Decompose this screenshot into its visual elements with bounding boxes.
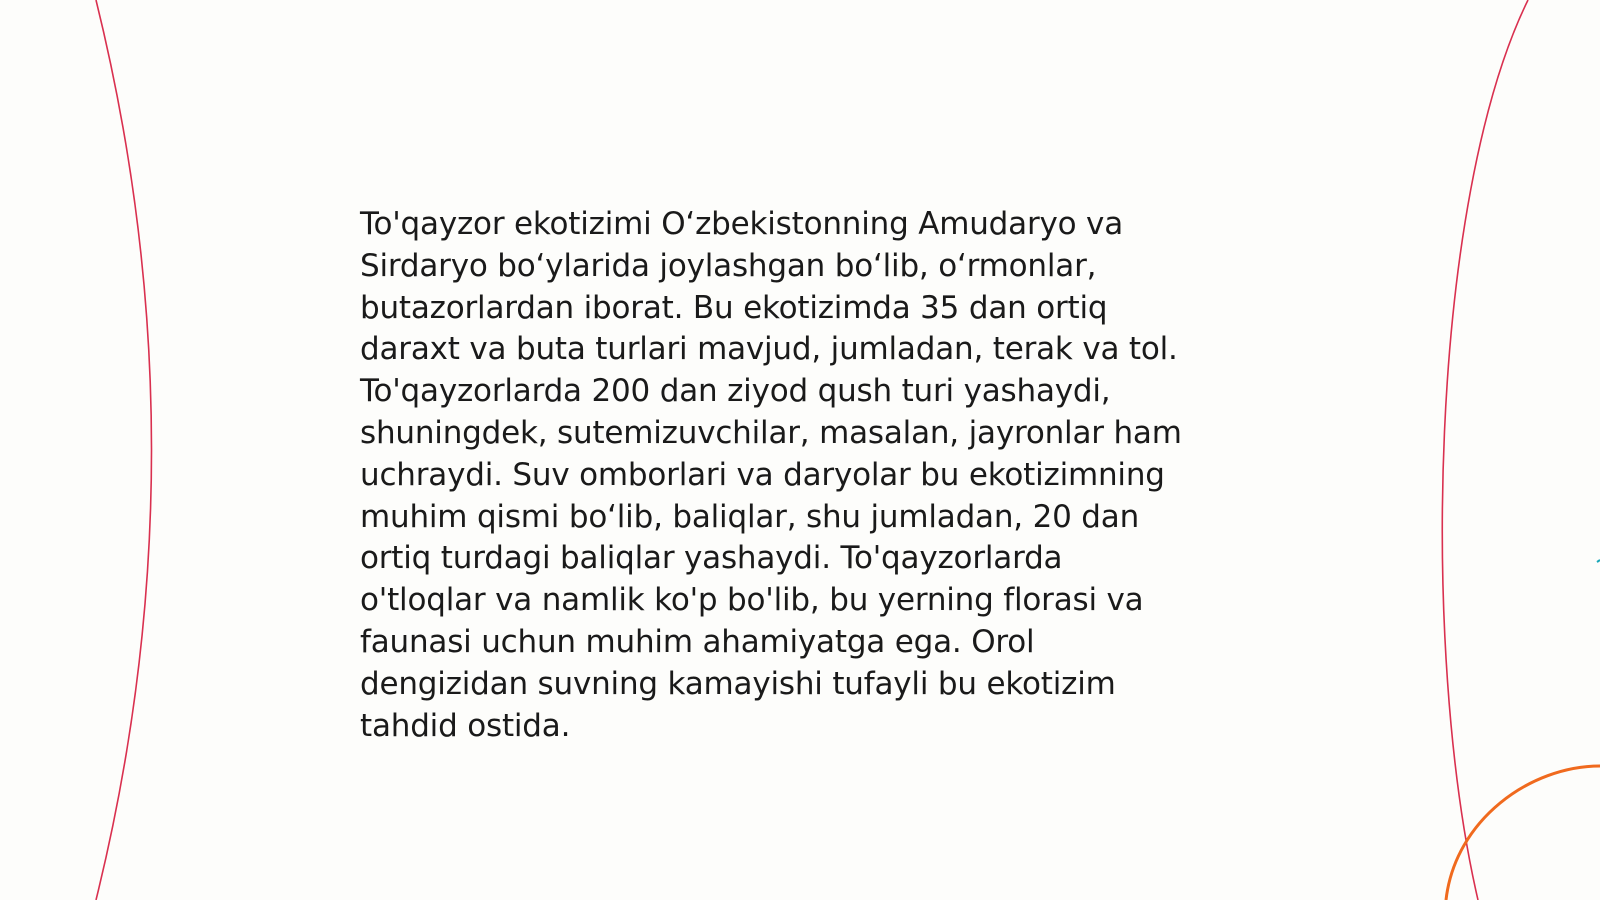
orange-arc [1446, 766, 1600, 900]
slide-body-text: To'qayzor ekotizimi O‘zbekistonning Amudaryo va Sirdaryo bo‘ylarida joylashgan bo‘lib, o‘rmonlar, butazorlardan iborat. Bu ekotizimda 35 dan ortiq daraxt va buta turlari mavjud, jumladan, terak va tol. To'qayzorlarda 200 dan ziyod qush turi yashaydi, shuningdek, sutemizuvchilar, masalan, jayronlar ham uchraydi. Suv omborlari va daryolar bu ekotizimning muhim qismi bo‘lib, baliqlar, shu jumladan, 20 dan ortiq turdagi baliqlar yashaydi. To'qayzorlarda o'tloqlar va namlik ko'p bo'lib, bu yerning florasi va faunasi uchun muhim ahamiyatga ega. Orol dengizidan suvning kamayishi tufayli bu ekotizim tahdid ostida. [360, 206, 1182, 744]
left-curve-line [96, 0, 152, 900]
right-curve-line [1442, 0, 1528, 900]
